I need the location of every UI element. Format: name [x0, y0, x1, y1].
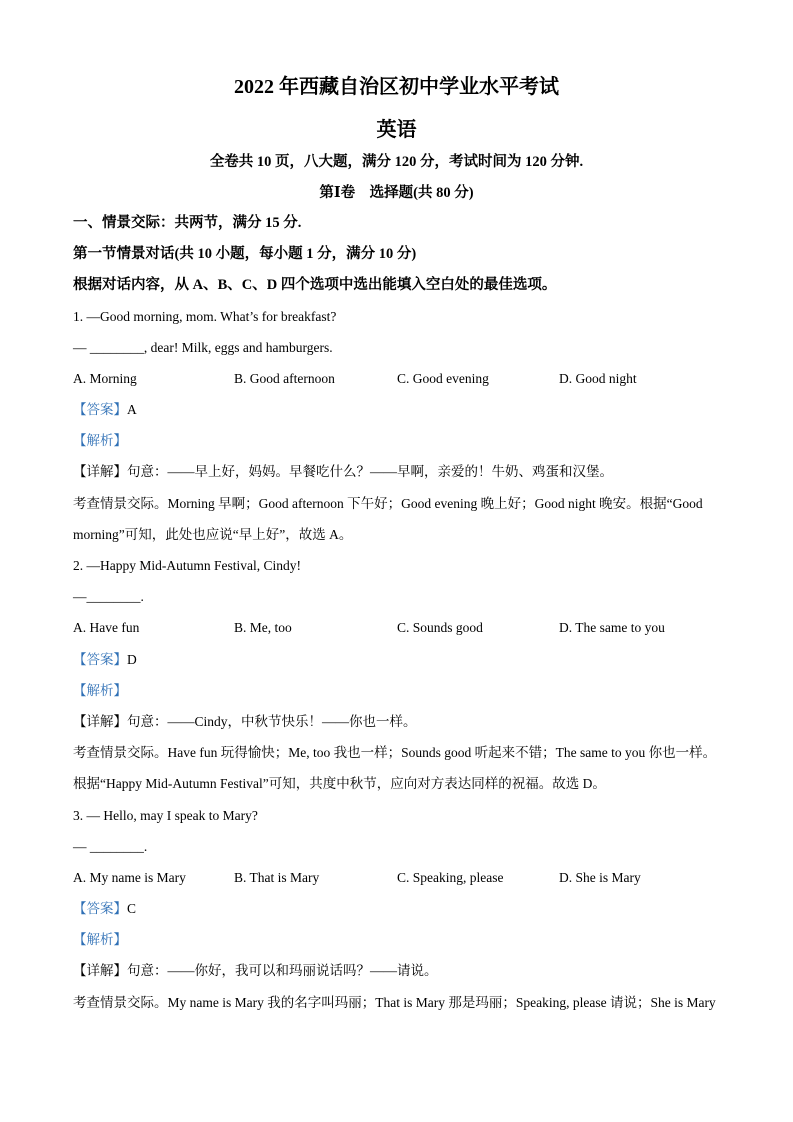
detail-line — [73, 962, 733, 980]
answer-line — [73, 651, 733, 669]
explanation-line: 根据“Happy Mid-Autumn Festival”可知，共度中秋节，应向对方表达同样的祝福。故选 D。 — [73, 776, 606, 791]
answer-value: A — [127, 402, 137, 417]
question-reply: — ________. — [73, 839, 148, 854]
answer-label: 【答案】 — [73, 402, 127, 417]
subsection-heading: 第一节情景对话(共 10 小题，每小题 1 分，满分 10 分) — [73, 246, 417, 262]
detail-line — [73, 713, 733, 731]
section-heading: 一、情景交际：共两节，满分 15 分. — [73, 215, 302, 231]
analysis-label: 【解析】 — [73, 683, 127, 698]
option-d: D. Good night — [559, 371, 637, 386]
detail-text: 句意：——你好，我可以和玛丽说话吗？——请说。 — [127, 963, 438, 978]
option-b: B. That is Mary — [234, 870, 320, 885]
exam-title: 2022 年西藏自治区初中学业水平考试 — [234, 76, 559, 98]
answer-line — [73, 900, 733, 918]
option-a: A. Morning — [73, 371, 137, 386]
explanation-line: 考查情景交际。My name is Mary 我的名字叫玛丽；That is Mary 那是玛丽；Speaking, please 请说；She is Mary — [73, 995, 716, 1010]
instruction: 根据对话内容，从 A、B、C、D 四个选项中选出能填入空白处的最佳选项。 — [73, 277, 557, 293]
answer-value: C — [127, 901, 137, 916]
question-reply: — ________, dear! Milk, eggs and hamburgers. — [73, 340, 333, 355]
option-b: B. Good afternoon — [234, 371, 335, 386]
detail-text: 句意：——早上好，妈妈。早餐吃什么？——早啊，亲爱的！牛奶、鸡蛋和汉堡。 — [127, 464, 613, 479]
question-prompt: 3. — Hello, may I speak to Mary? — [73, 808, 258, 823]
option-d: D. She is Mary — [559, 870, 641, 885]
analysis-label: 【解析】 — [73, 932, 127, 947]
answer-label: 【答案】 — [73, 901, 127, 916]
answer-line — [73, 401, 733, 419]
option-c: C. Good evening — [397, 371, 489, 386]
subject-title: 英语 — [376, 119, 417, 141]
option-b: B. Me, too — [234, 620, 292, 635]
option-a: A. Have fun — [73, 620, 140, 635]
explanation-line: 考查情景交际。Have fun 玩得愉快；Me, too 我也一样；Sounds good 听起来不错；The same to you 你也一样。 — [73, 745, 717, 760]
question-prompt: 2. —Happy Mid-Autumn Festival, Cindy! — [73, 558, 301, 573]
exam-info: 全卷共 10 页，八大题，满分 120 分，考试时间为 120 分钟. — [209, 154, 584, 170]
question-prompt: 1. —Good morning, mom. What’s for breakfast? — [73, 309, 337, 324]
question-reply: —________. — [73, 589, 144, 604]
answer-label: 【答案】 — [73, 652, 127, 667]
detail-label: 【详解】 — [73, 464, 127, 479]
detail-label: 【详解】 — [73, 714, 127, 729]
explanation-line: morning”可知，此处也应说“早上好”，故选 A。 — [73, 527, 353, 542]
answer-value: D — [127, 652, 137, 667]
analysis-label: 【解析】 — [73, 433, 127, 448]
volume-title: 第Ⅰ卷 选择题(共 80 分) — [319, 185, 474, 201]
option-c: C. Sounds good — [397, 620, 483, 635]
option-a: A. My name is Mary — [73, 870, 186, 885]
detail-label: 【详解】 — [73, 963, 127, 978]
detail-line — [73, 463, 733, 481]
explanation-line: 考查情景交际。Morning 早啊；Good afternoon 下午好；Good evening 晚上好；Good night 晚安。根据“Good — [73, 496, 703, 511]
option-c: C. Speaking, please — [397, 870, 504, 885]
option-d: D. The same to you — [559, 620, 665, 635]
detail-text: 句意：——Cindy，中秋节快乐！——你也一样。 — [127, 714, 417, 729]
